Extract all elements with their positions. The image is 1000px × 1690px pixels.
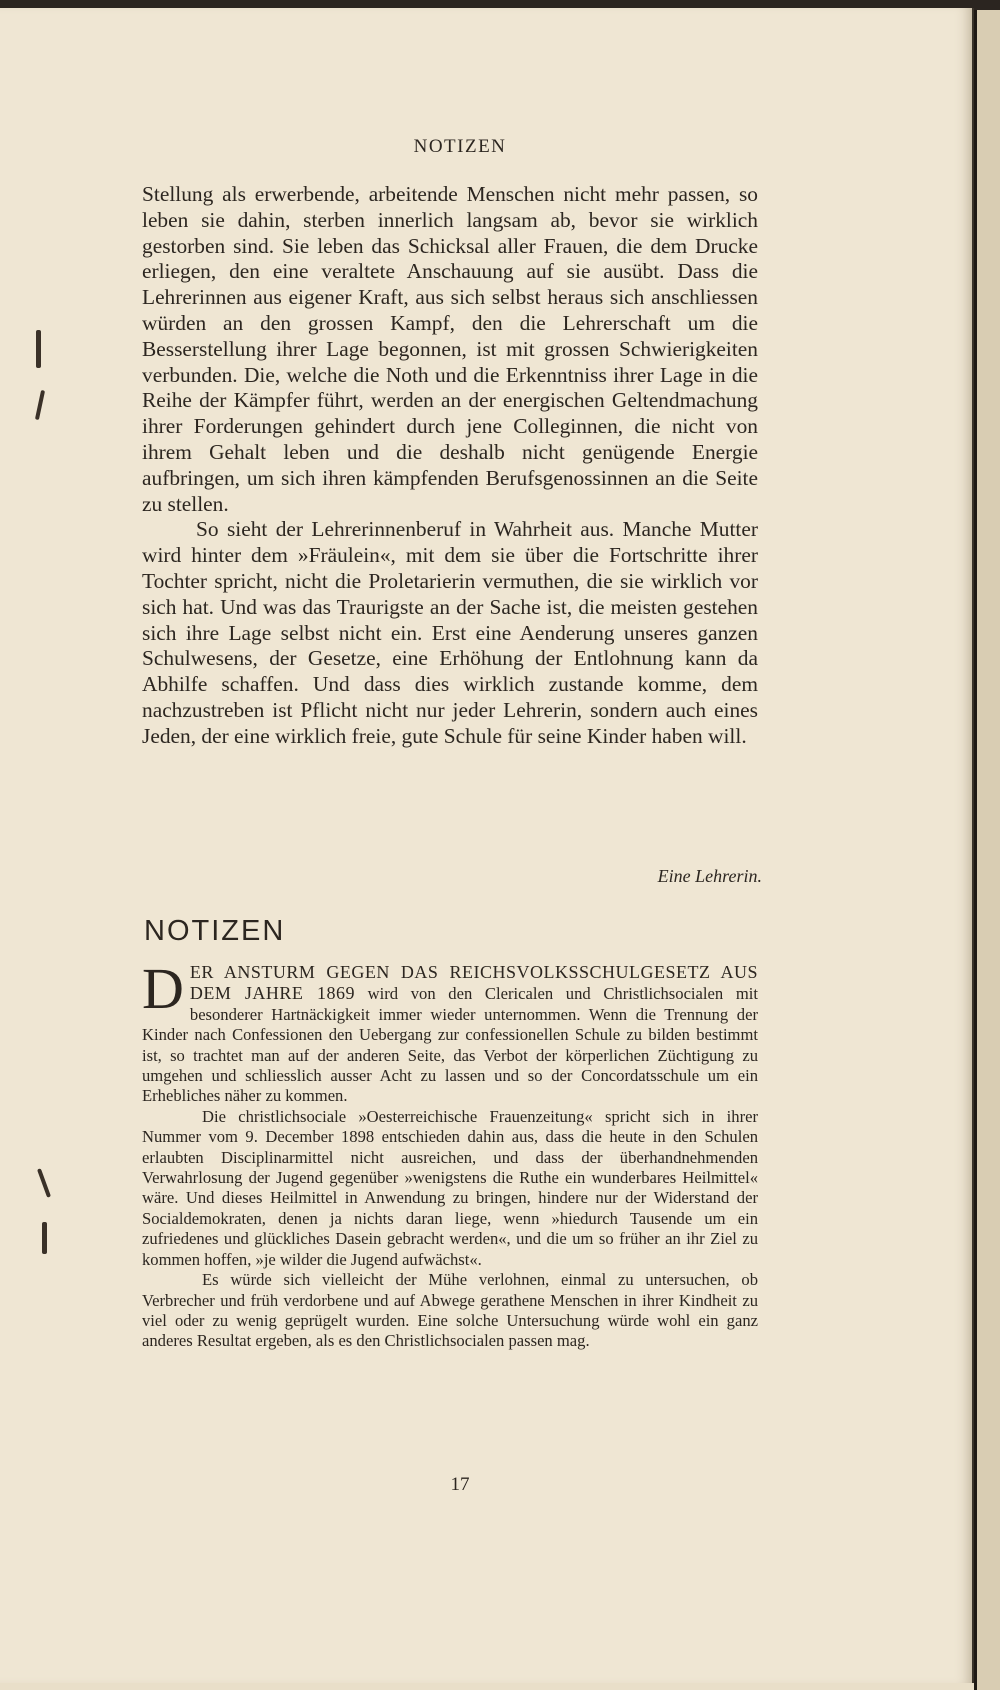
letter-body [142,182,758,750]
notes-paragraph-rest: wird von den Clericalen und Christlichsocialen mit besonderer Hartnäckigkeit immer wieder unternommen. Wenn die Trennung der Kinder nach Confessionen den Uebergang zur confessionellen Schule zu bilden bestimmt ist, so trachtet man auf der anderen Seite, das Verbot der körperlichen Züchtigung zu umgehen und schliesslich ausser Acht zu lassen und so der Concordatsschule um ein Erhebliches näher zu kommen. [142,984,758,1106]
notes-body [142,956,758,1352]
running-head: NOTIZEN [413,136,507,157]
notes-paragraph [142,956,758,1107]
letter-paragraph: So sieht der Lehrerinnenberuf in Wahrheit aus. Manche Mutter wird hinter dem »Fräulein«, mit dem sie über die Fortschritte ihrer Tochter spricht, nicht die Proletarierin vermuthen, die sie wirklich vor sich hat. Und was das Traurigste an der Sache ist, die meisten gestehen sich ihre Lage selbst nicht ein. Erst eine Aenderung unseres ganzen Schulwesens, der Gesetze, eine Erhöhung der Entlohnung kann da Abhilfe schaffen. Und dass dies wirklich zustande komme, dem nachzustreben ist Pflicht nicht nur jeder Lehrerin, sondern auch eines Jeden, der eine wirklich freie, gute Schule für seine Kinder haben will. [142,517,758,748]
notes-paragraph: Die christlichsociale »Oesterreichische Frauenzeitung« spricht sich in ihrer Nummer vom 9. December 1898 entschieden dahin aus, dass die heute in den Schulen erlaubten Disciplinarmittel nicht ausreichen, und dass der überhandnehmenden Verwahrlosung der Jugend gegenüber »wenigstens die Ruthe ein wunderbares Heilmittel« wäre. Und dieses Heilmittel in Anwendung zu bringen, hindere nur der Widerstand der Socialdemokraten, denen ja nichts daran liege, wenn »hiedurch Tausende um ein zufriedenes und glückliches Dasein gebracht werden«, und die um so früher an ihr Ziel zu kommen hoffen, »je wilder die Jugend aufwächst«. [142,1106,758,1269]
drop-cap: D [142,956,184,1021]
margin-mark [36,330,41,368]
page-number: 17 [450,1474,470,1495]
section-title: NOTIZEN [144,915,286,947]
letter-paragraph: Stellung als erwerbende, arbeitende Menschen nicht mehr passen, so leben sie dahin, sterben innerlich langsam ab, bevor sie wirklich gestorben sind. Sie leben das Schicksal aller Frauen, die dem Drucke erliegen, den eine veraltete Anschauung auf sie ausübt. Dass die Lehrerinnen aus eigener Kraft, aus sich selbst heraus sich anschliessen würden an den grossen Kampf, den die Lehrerschaft um die Besserstellung ihrer Lage begonnen, ist mit grossen Schwierigkeiten verbunden. Die, welche die Noth und die Erkenntniss ihrer Lage in die Reihe der Kämpfer führt, werden an der energischen Geltendmachung ihrer Forderungen gehindert durch jene Colleginnen, die nicht von ihrem Gehalt leben und die deshalb nicht genügende Energie aufbringen, um sich ihren kämpfenden Berufsgenossinnen an die Seite zu stellen. [142,182,758,516]
binding-edge [974,10,1000,1690]
letter-signature: Eine Lehrerin. [657,866,762,886]
margin-mark [42,1222,47,1254]
notes-paragraph: Es würde sich vielleicht der Mühe verlohnen, einmal zu untersuchen, ob Verbrecher und früh verdorbene und auf Abwege gerathene Menschen in ihrer Kindheit zu viel oder zu wenig geprügelt wurden. Eine solche Untersuchung würde wohl ein ganz anderes Resultat ergeben, als es den Christlichsocialen passen mag. [142,1270,758,1351]
lead-in-caps: ER ANSTURM GEGEN DAS REICHSVOLKSSCHULGESETZ AUS DEM JAHRE 1869 [189,962,758,1004]
